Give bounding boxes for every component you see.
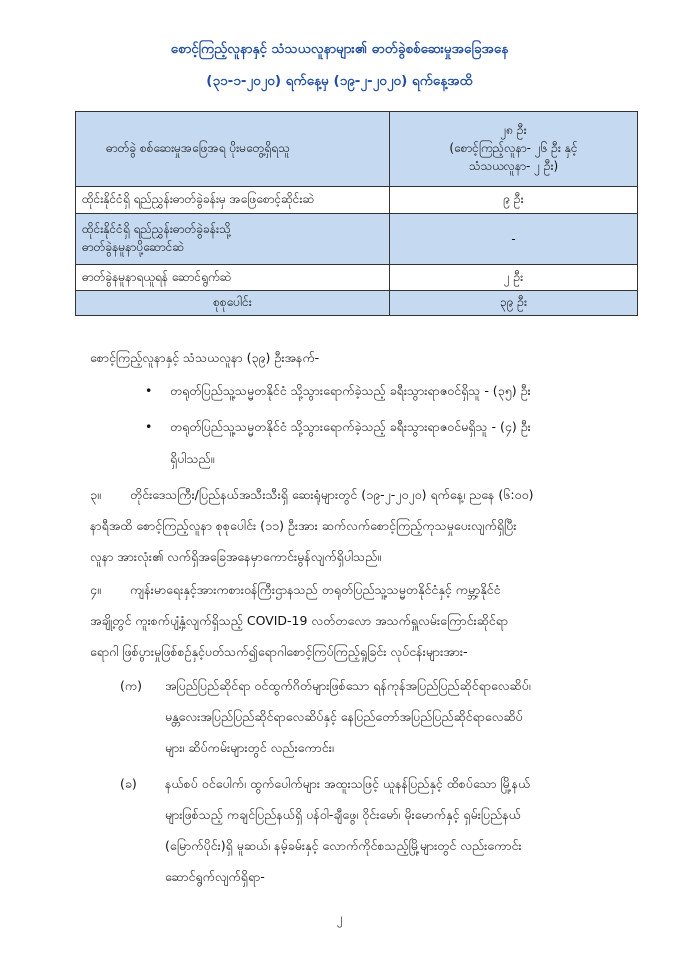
row-value-line: (စောင့်ကြည့်လူနာ- ၂၆ ဦး နှင့် — [449, 141, 578, 155]
page-number: ၂ — [336, 910, 343, 925]
list-item-text: (မြောက်ပိုင်း)ရှိ မူဆယ်၊ နမ့်ခမ်းနှင့် လောက်ကိုင်စသည့်မြို့များတွင် လည်းကောင်း — [165, 838, 522, 853]
paragraph-text: ကျန်းမာရေးနှင့်အားကစားဝန်ကြီးဌာနသည် တရုတ်ပြည်သူ့သမ္မတနိုင်ငံနှင့် ကမ္ဘာ့နိုင်ငံ — [130, 582, 501, 597]
row-value: ၂ ဦး — [390, 265, 638, 291]
row-label-line: ထိုင်းနိုင်ငံရှိ ရည်ညွှန်းဓာတ်ခွဲခန်းသို့ — [82, 222, 231, 236]
list-marker: (က) — [120, 678, 142, 693]
list-item-text: နယ်စပ် ဝင်ပေါက်၊ ထွက်ပေါက်များ အထူးသဖြင့် ယူနန်ပြည်နှင့် ထိစပ်သော မြို့နယ် — [165, 776, 531, 791]
bullet-icon: • — [145, 383, 153, 398]
list-item-text: အပြည်ပြည်ဆိုင်ရာ ဝင်ထွက်ဂိတ်များဖြစ်သော ရန်ကုန်အပြည်ပြည်ဆိုင်ရာလေဆိပ်၊ — [165, 678, 531, 693]
row-label: စုစုပေါင်း — [76, 291, 390, 316]
paragraph-text: နာရီအထိ စောင့်ကြည့်လူနာ စုစုပေါင်း (၁၁) ဦးအား ဆက်လက်စောင့်ကြည့်ကုသမှုပေးလျက်ရှိပြီး — [90, 518, 517, 533]
row-value: ၃၉ ဦး — [390, 291, 638, 316]
table-row — [76, 265, 638, 291]
table-row-total — [76, 291, 638, 316]
row-label — [76, 214, 390, 265]
title-line-2: (၃၁-၁-၂၀၂၀) ရက်နေ့မှ (၁၉-၂-၂၀၂၀) ရက်နေ့အထိ — [206, 73, 473, 89]
row-label: ဓာတ်ခွဲနမူနာရယူရန် ဆောင်ရွက်ဆဲ — [76, 265, 390, 291]
list-item-text: မန္တလေးအပြည်ပြည်ဆိုင်ရာလေဆိပ်နှင့် နေပြည်တော်အပြည်ပြည်ဆိုင်ရာလေဆိပ် — [165, 709, 523, 724]
bullet-text: တရုတ်ပြည်သူ့သမ္မတနိုင်ငံ သို့သွားရောက်ခဲ့သည့် ခရီးသွားရာဇဝင်ရှိသူ - (၃၅) ဦး — [170, 383, 531, 398]
title-line-1: စောင့်ကြည့်လူနာနှင့် သံသယလူနာများ၏ ဓာတ်ခွဲစစ်ဆေးမှုအခြေအနေ — [170, 41, 509, 57]
bullet-text-cont: ရှိပါသည်။ — [170, 451, 215, 466]
list-marker: (ခ) — [120, 776, 137, 791]
paragraph-text: ရောဂါ ဖြစ်ပွားမှုဖြစ်စဉ်နှင့်ပတ်သက်၍ရောဂါစောင့်ကြပ်ကြည့်ရှုခြင်း လုပ်ငန်းများအား- — [90, 644, 468, 659]
paragraph-number: ၄။ — [90, 582, 101, 597]
row-value: - — [390, 214, 638, 265]
row-value — [390, 112, 638, 187]
row-value-line: သံသယလူနာ- ၂ ဦး) — [468, 159, 559, 173]
list-item-text: ဆောင်ရွက်လျက်ရှိရာ- — [165, 869, 265, 884]
row-value-line: ၂၈ ဦး — [500, 123, 527, 137]
paragraph-text: အချို့တွင် ကူးစက်ပျံ့နှံ့လျက်ရှိသည့် COVID-19 လတ်တလော အသက်ရှူလမ်းကြောင်းဆိုင်ရာ — [90, 613, 509, 628]
paragraph-text: လူနာ အားလုံး၏ လက်ရှိအခြေအနေမှာကောင်းမွန်လျက်ရှိပါသည်။ — [90, 549, 382, 564]
bullet-icon: • — [145, 419, 153, 434]
row-value: ၉ ဦး — [390, 187, 638, 214]
paragraph-number: ၃။ — [90, 487, 101, 502]
row-label: ဓာတ်ခွဲ စစ်ဆေးမှုအဖြေအရ ပိုးမတွေ့ရှိရသူ — [76, 112, 390, 187]
list-item-text: များ၊ ဆိပ်ကမ်းများတွင် လည်းကောင်း၊ — [165, 740, 334, 755]
row-label: ထိုင်းနိုင်ငံရှိ ရည်ညွှန်းဓာတ်ခွဲခန်းမှ အဖြေစောင့်ဆိုင်းဆဲ — [76, 187, 390, 214]
list-item-text: များဖြစ်သည့် ကချင်ပြည်နယ်ရှိ ပန်ဝါ-ချီဖွေ၊ ဝိုင်းမော်၊ မိုးမောက်နှင့် ရှမ်းပြည်နယ် — [165, 807, 521, 822]
row-label-line: ဓာတ်ခွဲနမူနာပို့ဆောင်ဆဲ — [82, 240, 185, 254]
status-table — [75, 111, 638, 316]
table-row — [76, 214, 638, 265]
table-row — [76, 187, 638, 214]
paragraph-text: တိုင်းဒေသကြီး/ပြည်နယ်အသီးသီးရှိ ဆေးရုံများတွင် (၁၉-၂-၂၀၂၀) ရက်နေ့၊ ညနေ (၆:၀၀) — [130, 487, 534, 502]
bullet-text: တရုတ်ပြည်သူ့သမ္မတနိုင်ငံ သို့သွားရောက်ခဲ့သည့် ခရီးသွားရာဇဝင်မရှိသူ - (၄) ဦး — [170, 419, 531, 434]
table-row — [76, 112, 638, 187]
intro-text: စောင့်ကြည့်လူနာနှင့် သံသယလူနာ (၃၉) ဦးအနက်- — [90, 350, 320, 365]
